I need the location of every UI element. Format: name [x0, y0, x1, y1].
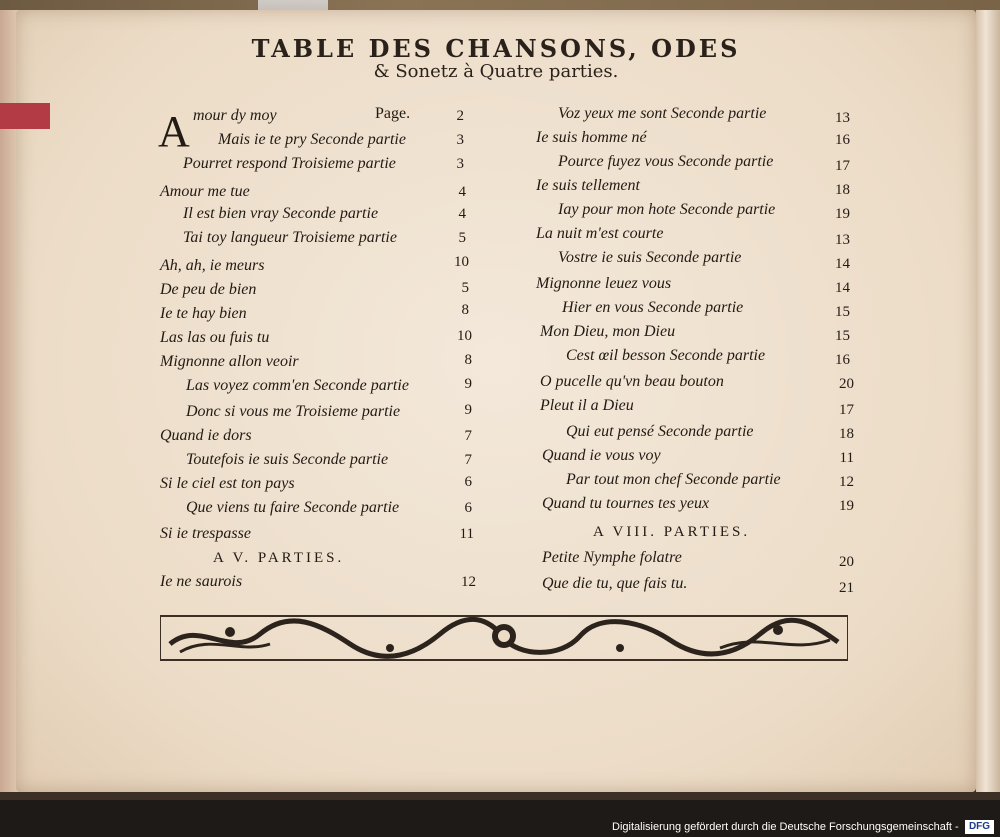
toc-entry-page: 18 [839, 426, 854, 442]
toc-entry-title: Si ie trespasse [160, 525, 251, 542]
section-heading: A VIII. PARTIES. [593, 524, 751, 540]
toc-entry-page: 11 [839, 450, 854, 466]
footer-credit: Digitalisierung gefördert durch die Deutsche Forschungsgemeinschaft - [612, 821, 959, 833]
toc-entry-page: 3 [456, 132, 464, 148]
toc-entry-title: mour dy moy [193, 107, 277, 124]
bookmark-ribbon [0, 103, 50, 129]
section-heading: A V. PARTIES. [213, 550, 345, 566]
toc-entry-title: Mignonne leuez vous [536, 275, 672, 292]
toc-entry-title: Hier en vous Seconde partie [562, 299, 744, 316]
toc-entry-page: 14 [835, 280, 850, 296]
toc-entry-page: 15 [835, 328, 850, 344]
toc-entry-title: Vostre ie suis Seconde partie [558, 249, 742, 266]
toc-entry-page: 8 [461, 302, 469, 318]
toc-entry-page: 2 [456, 108, 464, 124]
toc-entry-title: Ie suis tellement [536, 177, 640, 194]
toc-entry-title: Cest œil besson Seconde partie [566, 347, 766, 364]
toc-entry-page: 9 [464, 376, 472, 392]
toc-entry-title: Toutefois ie suis Seconde partie [186, 451, 389, 468]
toc-entry-page: 12 [839, 474, 854, 490]
page-title: TABLE DES CHANSONS, ODES [251, 34, 741, 63]
toc-entry-title: Ie te hay bien [160, 305, 247, 322]
toc-entry-title: Ah, ah, ie meurs [160, 257, 265, 274]
toc-entry-page: 5 [458, 230, 466, 246]
toc-entry-page: 19 [835, 206, 850, 222]
toc-entry-page: 16 [835, 352, 850, 368]
dfg-logo: DFG [965, 820, 994, 834]
toc-entry-title: Si le ciel est ton pays [160, 475, 295, 492]
toc-entry-title: Que die tu, que fais tu. [542, 575, 688, 592]
toc-entry-page: 16 [835, 132, 850, 148]
toc-entry-title: Quand ie vous voy [542, 447, 661, 464]
toc-entry-title: Las voyez comm'en Seconde partie [186, 377, 409, 394]
ornament-icon [160, 614, 848, 662]
toc-entry-title: Amour me tue [160, 183, 250, 200]
toc-entry-page: 6 [464, 474, 472, 490]
toc-entry-page: 7 [464, 428, 472, 444]
toc-entry-page: 3 [456, 156, 464, 172]
toc-entry-page: 5 [461, 280, 469, 296]
toc-entry-page: 14 [835, 256, 850, 272]
drop-initial: A [158, 107, 190, 156]
toc-entry-page: 12 [461, 574, 476, 590]
toc-entry-title: O pucelle qu'vn beau bouton [540, 373, 724, 390]
toc-entry-page: 18 [835, 182, 850, 198]
toc-entry-page: 13 [835, 110, 850, 126]
toc-entry-title: Par tout mon chef Seconde partie [566, 471, 781, 488]
toc-entry-title: Mignonne allon veoir [160, 353, 299, 370]
toc-entry-title: Donc si vous me Troisieme partie [186, 403, 401, 420]
toc-entry-page: 6 [464, 500, 472, 516]
toc-entry-title: Iay pour mon hote Seconde partie [558, 201, 776, 218]
toc-entry-title: Mon Dieu, mon Dieu [540, 323, 676, 340]
toc-entry-page: 7 [464, 452, 472, 468]
toc-entry-page: 4 [458, 206, 466, 222]
toc-entry-title: Pleut il a Dieu [540, 397, 634, 414]
toc-entry-page: 21 [839, 580, 854, 596]
toc-entry-page: 11 [459, 526, 474, 542]
toc-entry-title: Tai toy langueur Troisieme partie [183, 229, 397, 246]
page-label: Page. [375, 105, 411, 122]
toc-entry-title: Mais ie te pry Seconde partie [218, 131, 406, 148]
toc-entry-page: 17 [839, 402, 854, 418]
toc-entry-page: 4 [458, 184, 466, 200]
toc-entry-page: 8 [464, 352, 472, 368]
toc-entry-title: Voz yeux me sont Seconde partie [558, 105, 767, 122]
toc-entry-page: 20 [839, 554, 854, 570]
toc-entry-title: Pource fuyez vous Seconde partie [558, 153, 774, 170]
toc-entry-title: Que viens tu faire Seconde partie [186, 499, 400, 516]
toc-entry-page: 15 [835, 304, 850, 320]
toc-entry-title: Quand ie dors [160, 427, 252, 444]
toc-entry-page: 17 [835, 158, 850, 174]
toc-entry-title: Il est bien vray Seconde partie [183, 205, 379, 222]
toc-entry-page: 13 [835, 232, 850, 248]
toc-entry-page: 10 [454, 254, 469, 270]
toc-entry-title: Qui eut pensé Seconde partie [566, 423, 754, 440]
toc-entry-title: La nuit m'est courte [536, 225, 664, 242]
toc-entry-title: Ie suis homme né [536, 129, 647, 146]
toc-entry-title: Pourret respond Troisieme partie [183, 155, 396, 172]
toc-entry-title: Petite Nymphe folatre [542, 549, 682, 566]
toc-entry-title: Quand tu tournes tes yeux [542, 495, 710, 512]
toc-entry-title: Las las ou fuis tu [160, 329, 270, 346]
toc-entry-title: De peu de bien [160, 281, 257, 298]
page-edge-right [976, 10, 1000, 792]
toc-entry-page: 10 [457, 328, 472, 344]
toc-entry-title: Ie ne saurois [160, 573, 243, 590]
toc-entry-page: 20 [839, 376, 854, 392]
toc-entry-page: 9 [464, 402, 472, 418]
page-subtitle: & Sonetz à Quatre parties. [373, 61, 619, 82]
toc-entry-page: 19 [839, 498, 854, 514]
